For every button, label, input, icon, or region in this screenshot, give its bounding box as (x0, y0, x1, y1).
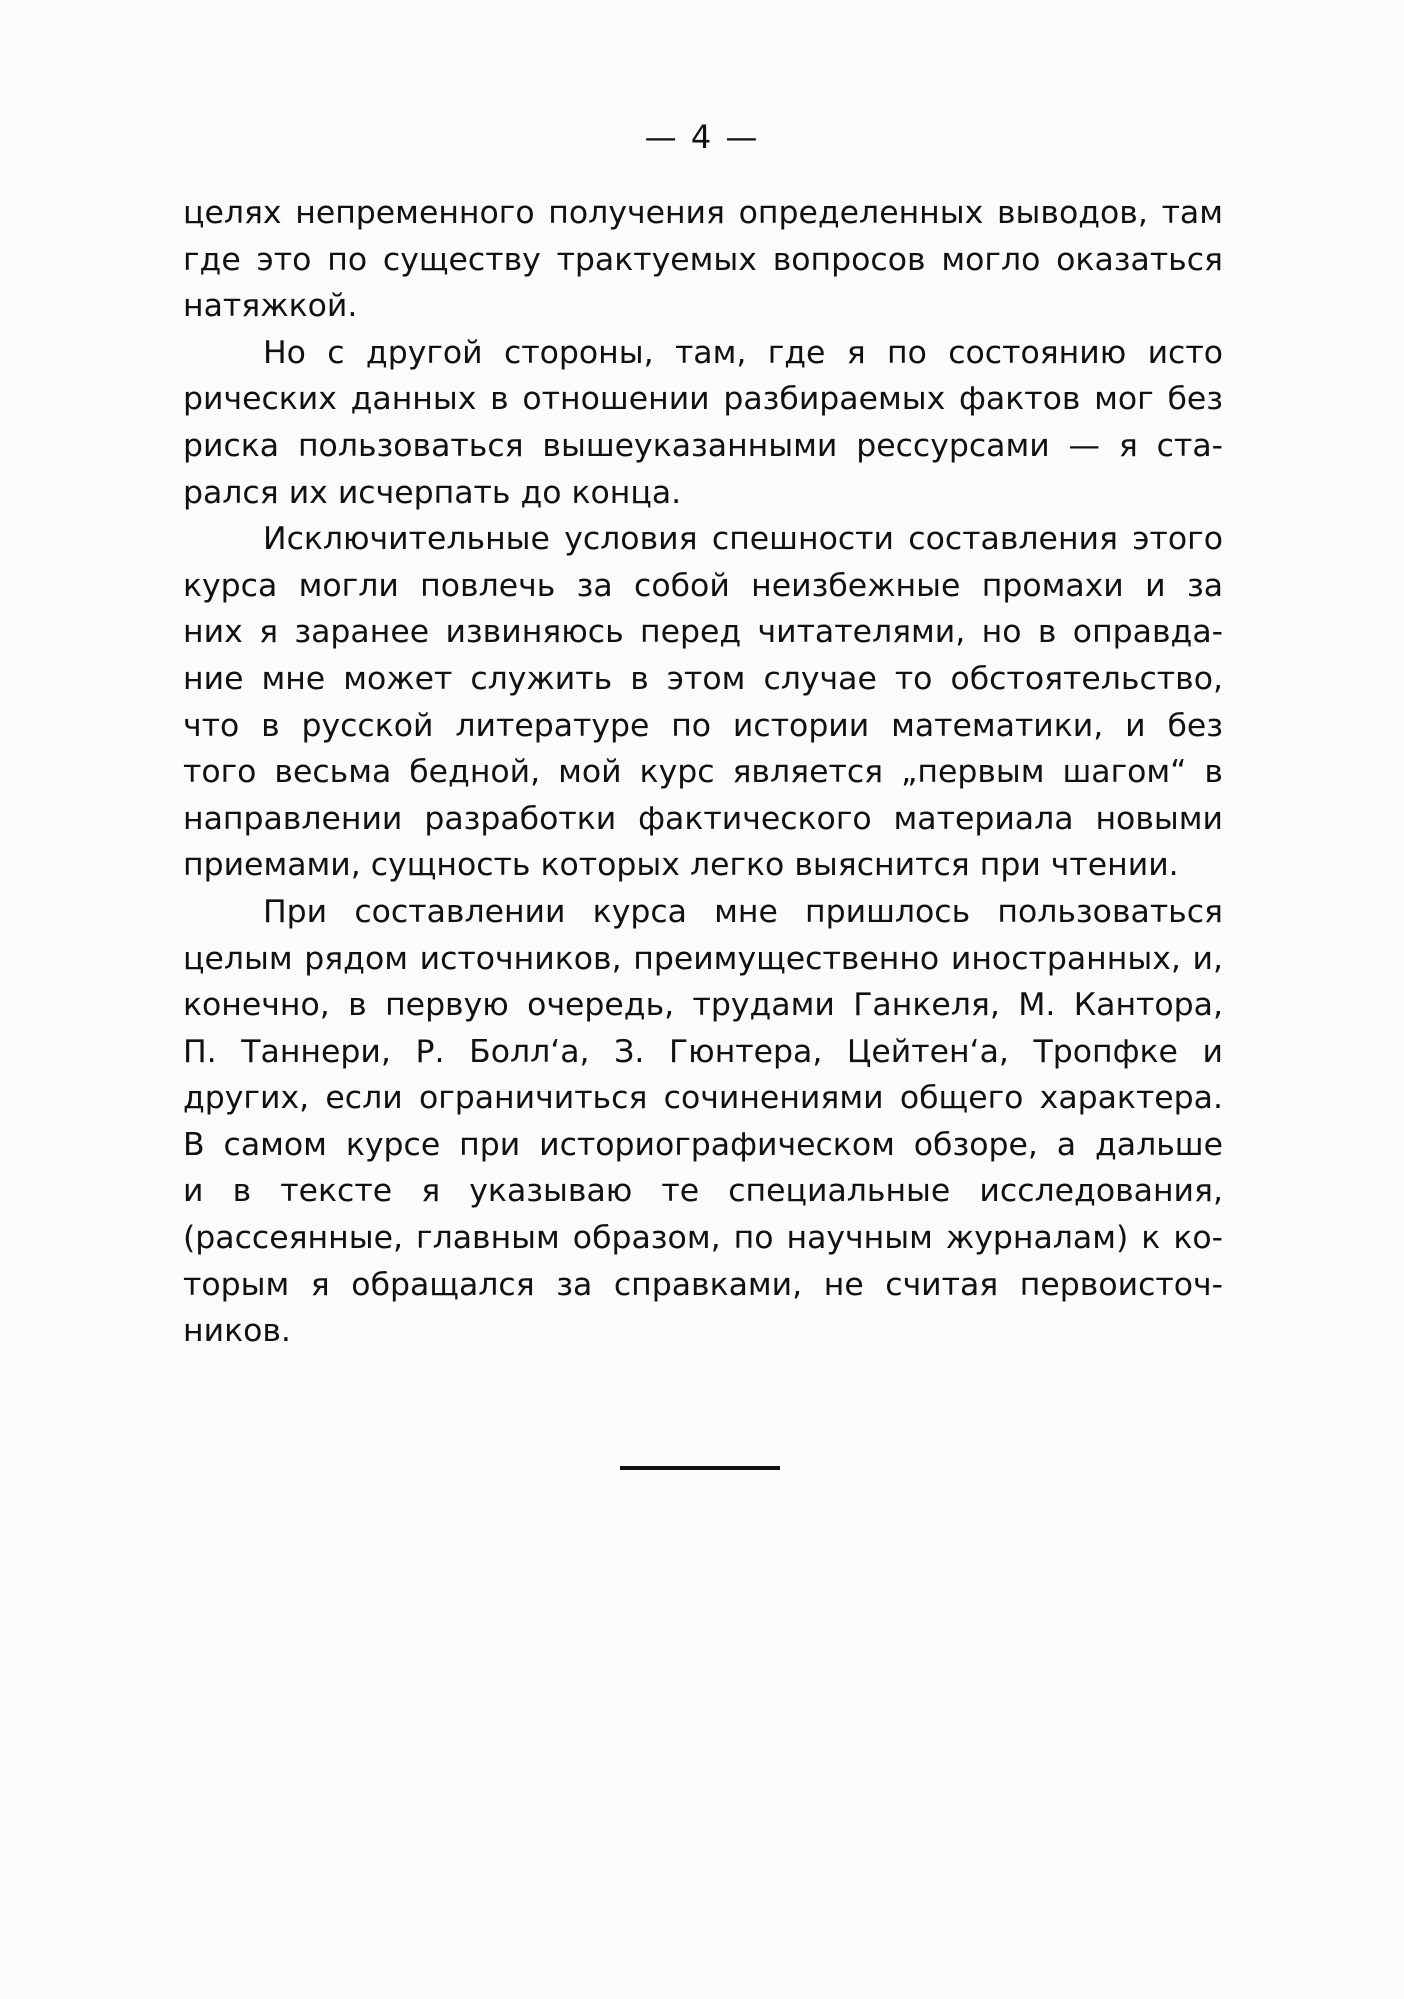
text-line: что в русской литературе по истории математики, и без (183, 707, 1223, 744)
text-line: ников. (183, 1313, 291, 1350)
text-line: курса могли повлечь за собой неизбежные промахи и за (183, 567, 1223, 604)
paragraph-1 (183, 190, 1223, 330)
text-line: При составлении курса мне пришлось пользоваться (263, 893, 1223, 930)
text-line: целым рядом источников, преимущественно иностранных, и, (183, 940, 1223, 977)
text-line: В самом курсе при историографическом обзоре, а дальше (183, 1126, 1223, 1163)
body-text (183, 190, 1223, 1355)
text-line: того весьма бедной, мой курс является „первым шагом“ в (183, 754, 1223, 791)
text-line: конечно, в первую очередь, трудами Ганкеля, М. Кантора, (183, 987, 1223, 1024)
text-line: натяжкой. (183, 288, 358, 325)
text-line: других, если ограничиться сочинениями общего характера. (183, 1080, 1223, 1117)
text-line: Но с другой стороны, там, где я по состоянию исто (263, 334, 1223, 371)
text-line: (рассеянные, главным образом, по научным журналам) к ко- (183, 1220, 1223, 1257)
text-line: торым я обращался за справками, не считая первоисточ- (183, 1266, 1223, 1303)
text-line: Исключительные условия спешности составления этого (263, 521, 1223, 558)
text-line: П. Таннери, Р. Болл‘а, З. Гюнтера, Цейтен‘а, Тропфке и (183, 1033, 1223, 1070)
text-line: рических данных в отношении разбираемых фактов мог без (183, 381, 1223, 418)
text-line: приемами, сущность которых легко выяснится при чтении. (183, 847, 1179, 884)
text-line: направлении разработки фактического материала новыми (183, 800, 1223, 837)
end-rule (620, 1466, 780, 1470)
paragraph-4 (183, 889, 1223, 1355)
paragraph-3 (183, 516, 1223, 889)
text-line: и в тексте я указываю те специальные исследования, (183, 1173, 1223, 1210)
text-line: рался их исчерпать до конца. (183, 474, 682, 511)
text-line: где это по существу трактуемых вопросов могло оказаться (183, 241, 1223, 278)
text-line: них я заранее извиняюсь перед читателями, но в оправда- (183, 614, 1223, 651)
text-line: риска пользоваться вышеуказанными рессурсами — я ста- (183, 427, 1223, 464)
text-line: ние мне может служить в этом случае то обстоятельство, (183, 660, 1223, 697)
text-line: целях непременного получения определенных выводов, там (183, 195, 1223, 231)
page-number: — 4 — (644, 118, 760, 156)
paragraph-2 (183, 330, 1223, 516)
